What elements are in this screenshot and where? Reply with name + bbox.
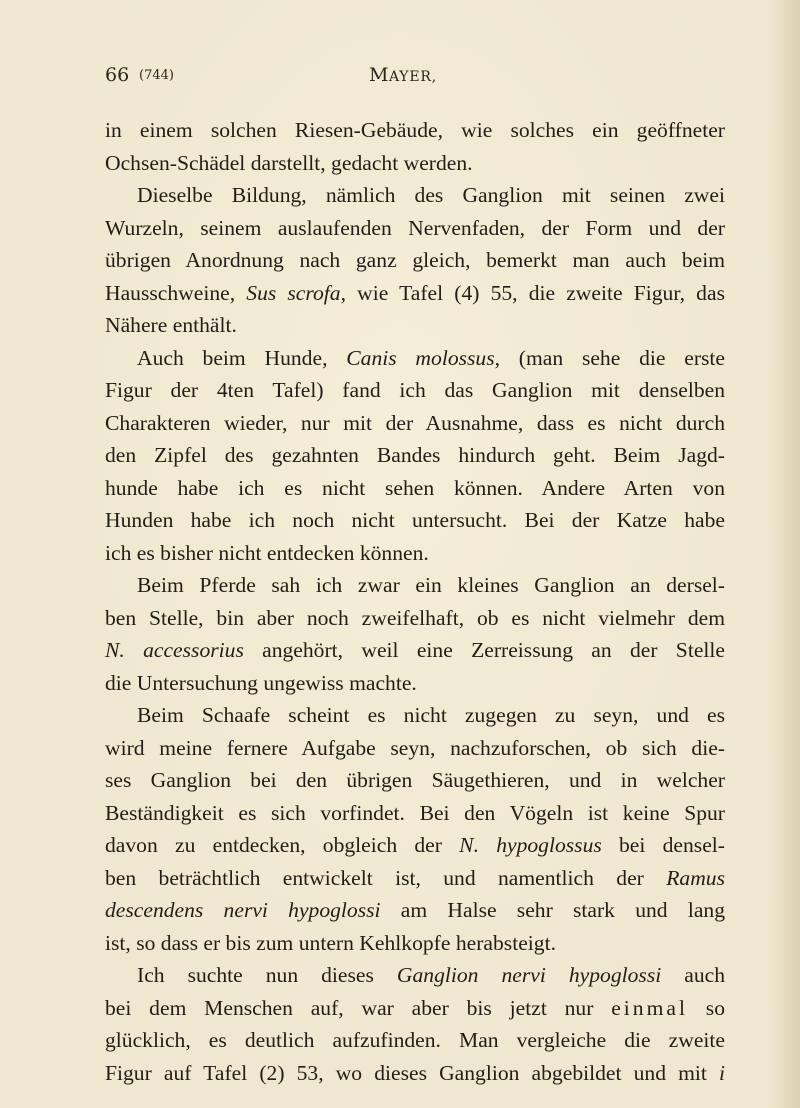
text-run: glücklich, es deutlich aufzufinden. Man vergleiche die zweite	[105, 1028, 725, 1052]
text-run: auch	[661, 963, 725, 987]
text-line	[105, 407, 725, 440]
text-line	[105, 764, 725, 797]
running-head-initial: M	[369, 64, 389, 86]
page-header	[105, 64, 725, 94]
italic-term: descendens nervi hypoglossi	[105, 898, 381, 922]
italic-term: Ganglion nervi hypoglossi	[396, 963, 662, 987]
text-run: übrigen Anordnung nach ganz gleich, bemerkt man auch beim	[105, 248, 725, 272]
text-line	[105, 212, 725, 245]
text-run: die Untersuchung ungewiss machte.	[105, 670, 417, 695]
text-line	[105, 894, 725, 927]
text-run: ich es bisher nicht entdecken können.	[105, 540, 429, 565]
text-run: Beim Schaafe scheint es nicht zugegen zu seyn, und es	[137, 703, 725, 727]
text-line	[105, 862, 725, 895]
text-line	[105, 537, 725, 570]
text-run: Figur der 4ten Tafel) fand ich das Ganglion mit denselben	[105, 378, 725, 402]
text-run: Wurzeln, seinem auslaufenden Nervenfaden, der Form und der	[105, 215, 725, 240]
text-line	[105, 504, 725, 537]
text-run: Beständigkeit es sich vorfindet. Bei den Vögeln ist keine Spur	[105, 800, 725, 825]
text-line	[105, 439, 725, 472]
running-head	[369, 64, 437, 86]
italic-term: N. hypoglossus	[459, 833, 602, 857]
text-run: Nähere enthält.	[105, 313, 237, 337]
text-run: Hunden habe ich noch nicht untersucht. Bei der Katze habe	[105, 508, 725, 532]
text-run: Figur auf Tafel (2) 53, wo dieses Ganglion abgebildet und mit	[105, 1060, 719, 1085]
text-line	[105, 472, 725, 505]
text-line	[105, 667, 725, 700]
text-line	[105, 244, 725, 277]
body-text	[105, 114, 725, 1089]
text-line	[105, 602, 725, 635]
text-run: in einem solchen Riesen-Gebäude, wie solches ein geöffneter	[105, 118, 725, 142]
text-run: Charakteren wieder, nur mit der Ausnahme, dass es nicht durch	[105, 410, 725, 435]
text-run: bei densel-	[601, 833, 725, 857]
text-line	[105, 1024, 725, 1057]
text-run: bei dem Menschen auf, war aber bis jetzt nur	[105, 995, 612, 1020]
text-run: Auch beim Hunde,	[137, 345, 347, 370]
text-line	[105, 114, 725, 147]
text-run: Dieselbe Bildung, nämlich des Ganglion mit seinen zwei	[137, 183, 725, 207]
italic-term: i	[719, 1060, 725, 1085]
text-run: , (man sehe die erste	[494, 345, 725, 370]
text-line	[105, 309, 725, 342]
text-line	[105, 797, 725, 830]
running-head-rest: AYER,	[388, 69, 437, 85]
page-edge-shadow	[770, 0, 800, 1108]
text-run: ist, so dass er bis zum untern Kehlkopfe herabsteigt.	[105, 930, 556, 955]
italic-term: N. accessorius	[105, 638, 244, 662]
text-line	[105, 569, 725, 602]
text-run: Hausschweine,	[105, 280, 247, 305]
italic-term: Canis molossus	[346, 345, 495, 370]
text-run: so	[687, 995, 725, 1020]
text-run: am Halse sehr stark und lang	[380, 898, 725, 922]
text-run: Ich suchte nun dieses	[137, 963, 397, 987]
italic-term: Ramus	[666, 865, 725, 890]
text-run: Beim Pferde sah ich zwar ein kleines Ganglion an dersel-	[137, 573, 725, 597]
text-run: , wie Tafel (4) 55, die zweite Figur, das	[340, 280, 725, 305]
text-line	[105, 732, 725, 765]
text-line	[105, 342, 725, 375]
text-run: ben beträchtlich entwickelt ist, und namentlich der	[105, 865, 667, 890]
text-line	[105, 374, 725, 407]
text-run: hunde habe ich es nicht sehen können. Andere Arten von	[105, 475, 725, 500]
text-line	[105, 699, 725, 732]
page-number: 66	[105, 64, 130, 86]
text-run: angehört, weil eine Zerreissung an der Stelle	[243, 638, 725, 662]
text-line	[105, 959, 725, 992]
text-line	[105, 927, 725, 960]
text-run: ben Stelle, bin aber noch zweifelhaft, ob es nicht vielmehr dem	[105, 605, 725, 630]
text-line	[105, 992, 725, 1025]
text-run: davon zu entdecken, obgleich der	[105, 833, 460, 857]
text-line	[105, 829, 725, 862]
text-line	[105, 277, 725, 310]
text-run: Ochsen-Schädel darstellt, gedacht werden.	[105, 150, 473, 175]
text-run: wird meine fernere Aufgabe seyn, nachzuforschen, ob sich die-	[105, 735, 725, 760]
text-line	[105, 147, 725, 180]
italic-term: Sus scrofa	[246, 280, 341, 305]
spaced-emphasis: einmal	[611, 995, 688, 1020]
original-page-number: (744)	[139, 68, 174, 83]
text-run: den Zipfel des gezahnten Bandes hindurch geht. Beim Jagd-	[105, 443, 725, 467]
text-line	[105, 634, 725, 667]
text-line	[105, 179, 725, 212]
text-run: ses Ganglion bei den übrigen Säugethieren, und in welcher	[105, 768, 725, 792]
text-line	[105, 1057, 725, 1090]
